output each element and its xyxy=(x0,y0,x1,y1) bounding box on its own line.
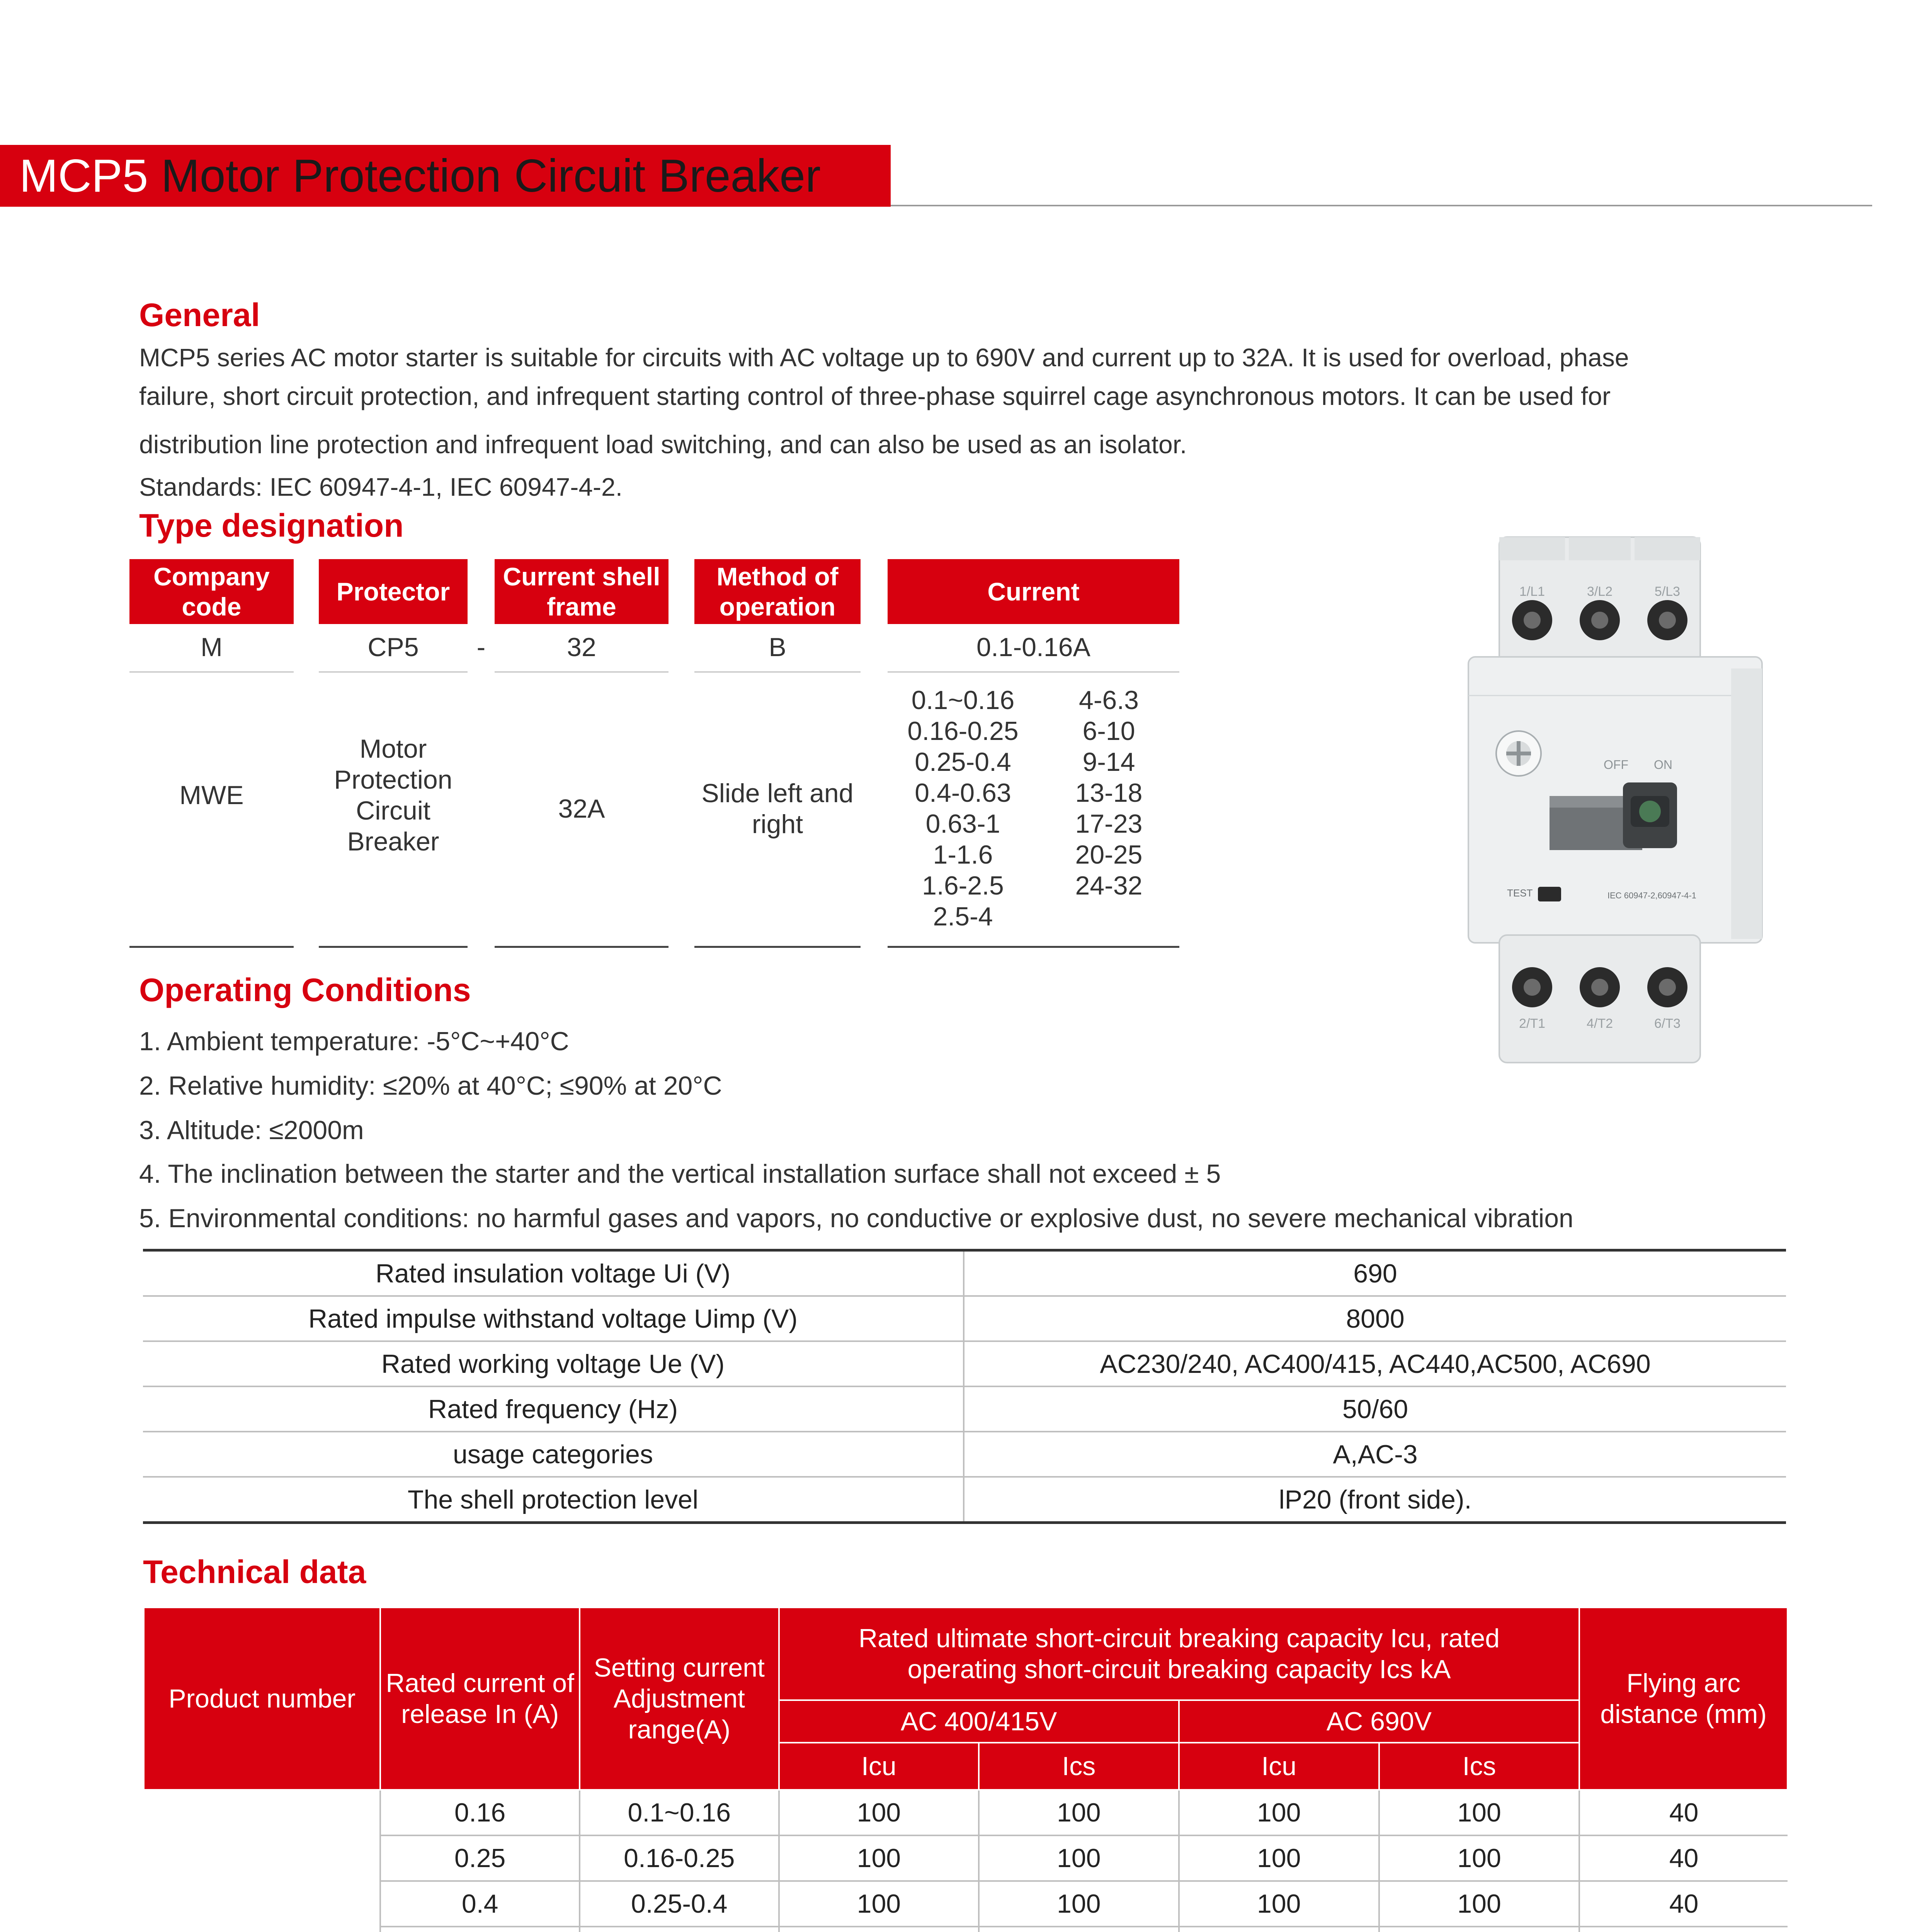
arc-distance-cell: 40 xyxy=(1579,1835,1788,1881)
range: 9-14 xyxy=(1082,747,1135,777)
table-row xyxy=(143,1296,1786,1341)
terminal-label-bottom-2: 4/T2 xyxy=(1586,1016,1613,1031)
header-ics-690: Ics xyxy=(1379,1743,1579,1790)
icu-690-cell: 100 xyxy=(1179,1835,1379,1881)
rating-label: Rated working voltage Ue (V) xyxy=(143,1341,964,1386)
setting-range-cell xyxy=(580,1927,779,1932)
title-prefix: MCP5 xyxy=(19,150,148,202)
header-rated-current: Rated current of release In (A) xyxy=(380,1607,580,1790)
operating-item-2: 2. Relative humidity: ≤20% at 40°C; ≤90% at 20°C xyxy=(139,1071,722,1100)
rating-value: lP20 (front side). xyxy=(964,1477,1786,1523)
icu-400-cell xyxy=(779,1927,979,1932)
meaning-company: MWE xyxy=(179,781,244,810)
range: 2.5-4 xyxy=(933,902,993,931)
rating-label: Rated insulation voltage Ui (V) xyxy=(143,1250,964,1296)
terminal-label-bottom-3: 6/T3 xyxy=(1654,1016,1681,1031)
header-breaking-capacity: Rated ultimate short-circuit breaking capacity Icu, rated operating short-circuit breaking capacity Ics kA xyxy=(779,1607,1580,1700)
rule xyxy=(129,671,294,673)
rating-value: 50/60 xyxy=(964,1386,1786,1432)
setting-range-cell: 0.25-0.4 xyxy=(580,1881,779,1927)
icu-400-cell: 100 xyxy=(779,1790,979,1835)
operating-item-3: 3. Altitude: ≤2000m xyxy=(139,1116,364,1145)
header-icu-690: Icu xyxy=(1179,1743,1379,1790)
page-title xyxy=(19,147,821,205)
rating-label: The shell protection level xyxy=(143,1477,964,1523)
range: 0.4-0.63 xyxy=(915,778,1011,808)
rule xyxy=(495,946,668,948)
setting-range-cell: 0.16-0.25 xyxy=(580,1835,779,1881)
general-heading: General xyxy=(139,297,260,333)
rule xyxy=(888,671,1179,673)
meaning-protector: Motor Protection Circuit Breaker xyxy=(334,734,452,856)
current-ranges-col2 xyxy=(1038,685,1179,901)
off-label: OFF xyxy=(1604,758,1628,772)
on-label: ON xyxy=(1654,758,1672,772)
example-company-code: M xyxy=(201,633,223,662)
ratings-table xyxy=(143,1249,1786,1524)
standard-label: IEC 60947-2,60947-4-1 xyxy=(1607,891,1696,900)
technical-heading: Technical data xyxy=(143,1554,366,1590)
header-company-code: Company code xyxy=(129,559,294,624)
technical-table-body xyxy=(144,1790,1788,1932)
product-number-cell xyxy=(144,1790,380,1932)
meaning-operation: Slide left and right xyxy=(701,779,854,839)
range: 0.63-1 xyxy=(925,809,1000,838)
arc-distance-cell xyxy=(1579,1927,1788,1932)
rule xyxy=(888,946,1179,948)
rating-label: Rated impulse withstand voltage Uimp (V) xyxy=(143,1296,964,1341)
current-ranges-col1 xyxy=(888,685,1038,932)
terminal-label-top-3: 5/L3 xyxy=(1654,584,1681,599)
range: 13-18 xyxy=(1075,778,1143,808)
table-row xyxy=(143,1477,1786,1523)
operating-item-5: 5. Environmental conditions: no harmful gases and vapors, no conductive or explosive dust, no severe mechanical vibration xyxy=(139,1204,1573,1233)
rating-value: AC230/240, AC400/415, AC440,AC500, AC690 xyxy=(964,1341,1786,1386)
example-current: 0.1-0.16A xyxy=(976,633,1090,662)
table-row xyxy=(143,1250,1786,1296)
header-operation-method: Method of operation xyxy=(694,559,861,624)
type-designation-heading: Type designation xyxy=(139,507,404,544)
ics-690-cell: 100 xyxy=(1379,1881,1579,1927)
range: 0.16-0.25 xyxy=(907,716,1019,746)
range: 17-23 xyxy=(1075,809,1143,838)
terminal-label-top-2: 3/L2 xyxy=(1587,584,1613,599)
rule xyxy=(694,946,861,948)
range: 6-10 xyxy=(1082,716,1135,746)
range: 1-1.6 xyxy=(933,840,993,869)
icu-690-cell: 100 xyxy=(1179,1790,1379,1835)
rating-value: A,AC-3 xyxy=(964,1432,1786,1477)
rule xyxy=(129,946,294,948)
rule xyxy=(495,671,668,673)
header-protector: Protector xyxy=(319,559,468,624)
range: 0.1~0.16 xyxy=(911,685,1015,715)
rated-current-cell: 0.25 xyxy=(380,1835,580,1881)
ics-690-cell xyxy=(1379,1927,1579,1932)
range: 24-32 xyxy=(1075,871,1143,900)
general-line-3: distribution line protection and infrequent load switching, and can also be used as an isolator. xyxy=(139,430,1187,459)
range: 1.6-2.5 xyxy=(922,871,1004,900)
table-row xyxy=(143,1341,1786,1386)
header-ac400: AC 400/415V xyxy=(779,1700,1179,1743)
title-text: Motor Protection Circuit Breaker xyxy=(161,150,821,202)
header-ac690: AC 690V xyxy=(1179,1700,1580,1743)
technical-table xyxy=(143,1607,1788,1932)
ics-690-cell: 100 xyxy=(1379,1790,1579,1835)
icu-400-cell: 100 xyxy=(779,1881,979,1927)
general-line-2: failure, short circuit protection, and infrequent starting control of three-phase squirrel cage asynchronous motors. It can be used for xyxy=(139,382,1611,410)
icu-690-cell xyxy=(1179,1927,1379,1932)
range: 0.25-0.4 xyxy=(915,747,1011,777)
ics-400-cell: 100 xyxy=(979,1790,1179,1835)
ics-690-cell: 100 xyxy=(1379,1835,1579,1881)
header-shell-frame: Current shell frame xyxy=(495,559,668,624)
table-row xyxy=(144,1881,1788,1927)
ics-400-cell: 100 xyxy=(979,1835,1179,1881)
arc-distance-cell: 40 xyxy=(1579,1881,1788,1927)
header-setting-current: Setting current Adjustment range(A) xyxy=(580,1607,779,1790)
rated-current-cell: 0.16 xyxy=(380,1790,580,1835)
header-icu-400: Icu xyxy=(779,1743,979,1790)
header-product-number: Product number xyxy=(144,1607,380,1790)
rated-current-cell xyxy=(380,1927,580,1932)
header-ics-400: Ics xyxy=(979,1743,1179,1790)
product-image xyxy=(1461,529,1785,1070)
table-row xyxy=(143,1432,1786,1477)
rating-label: usage categories xyxy=(143,1432,964,1477)
rule xyxy=(694,671,861,673)
range: 20-25 xyxy=(1075,840,1143,869)
rule xyxy=(319,946,468,948)
rating-value: 690 xyxy=(964,1250,1786,1296)
setting-range-cell: 0.1~0.16 xyxy=(580,1790,779,1835)
terminal-label-bottom-1: 2/T1 xyxy=(1519,1016,1546,1031)
icu-400-cell: 100 xyxy=(779,1835,979,1881)
rated-current-cell: 0.4 xyxy=(380,1881,580,1927)
meaning-frame: 32A xyxy=(558,794,605,823)
example-protector: CP5 xyxy=(367,633,419,662)
rating-label: Rated frequency (Hz) xyxy=(143,1386,964,1432)
table-row xyxy=(144,1927,1788,1932)
standards-line: Standards: IEC 60947-4-1, IEC 60947-4-2. xyxy=(139,473,623,501)
operating-item-4: 4. The inclination between the starter and the vertical installation surface shall not exceed ± 5 xyxy=(139,1159,1221,1189)
icu-690-cell: 100 xyxy=(1179,1881,1379,1927)
general-line-1: MCP5 series AC motor starter is suitable for circuits with AC voltage up to 690V and current up to 32A. It is used for overload, phase xyxy=(139,343,1629,372)
ics-400-cell: 100 xyxy=(979,1881,1179,1927)
operating-heading: Operating Conditions xyxy=(139,972,471,1008)
range: 4-6.3 xyxy=(1079,685,1139,715)
test-label: TEST xyxy=(1507,887,1533,899)
example-dash: - xyxy=(476,633,486,662)
header-current: Current xyxy=(888,559,1179,624)
rule xyxy=(319,671,468,673)
header-arc-distance: Flying arc distance (mm) xyxy=(1579,1607,1788,1790)
operating-item-1: 1. Ambient temperature: -5°C~+40°C xyxy=(139,1027,569,1056)
title-rule xyxy=(891,205,1872,206)
table-row xyxy=(143,1386,1786,1432)
arc-distance-cell: 40 xyxy=(1579,1790,1788,1835)
table-row xyxy=(144,1835,1788,1881)
example-shell-frame: 32 xyxy=(567,633,596,662)
rating-value: 8000 xyxy=(964,1296,1786,1341)
ics-400-cell xyxy=(979,1927,1179,1932)
example-operation: B xyxy=(769,633,786,662)
terminal-label-top-1: 1/L1 xyxy=(1519,584,1545,599)
table-row xyxy=(144,1790,1788,1835)
